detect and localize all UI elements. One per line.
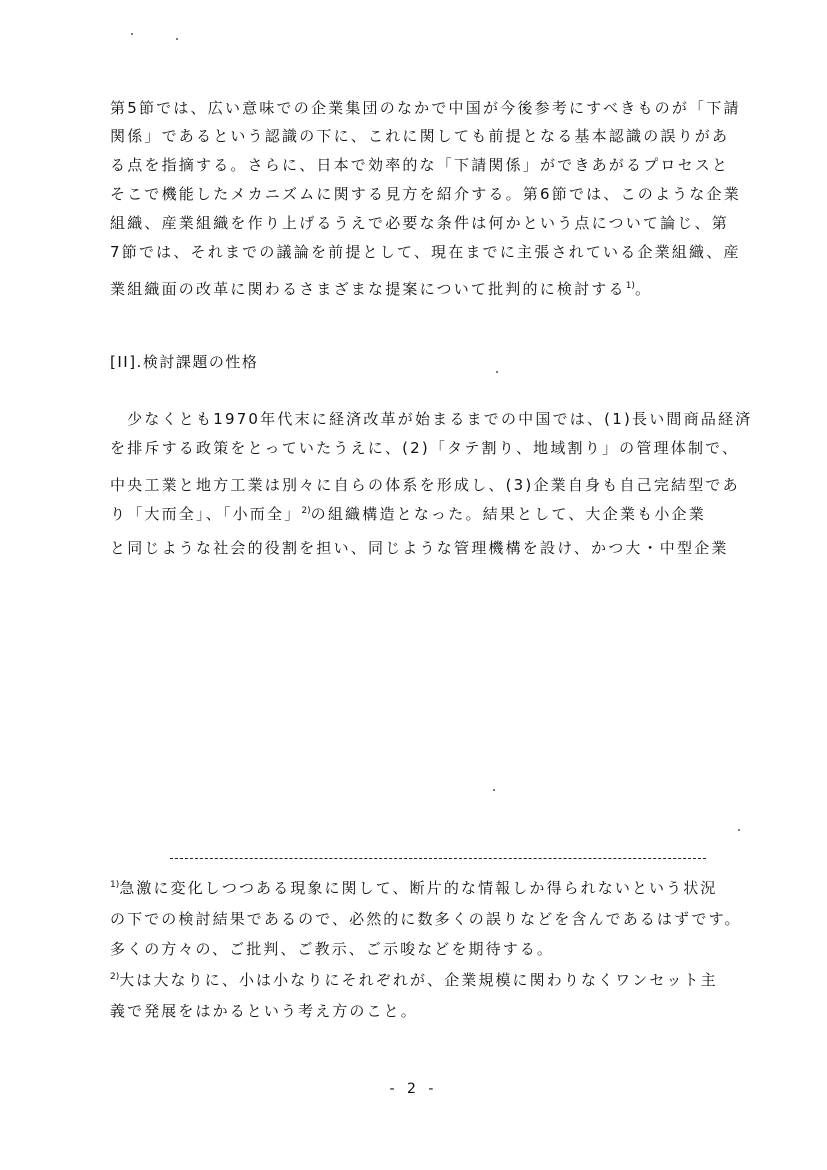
- paragraph-text: 業組織面の改革に関わるさまざまな提案について批判的に検討する: [110, 280, 626, 298]
- paragraph-line: 中央工業と地方工業は別々に自らの体系を形成し、(3)企業自身も自己完結型であ: [110, 476, 740, 494]
- paragraph-text: 。: [634, 280, 653, 298]
- footnote-text: 大は大なりに、小は小なりにそれぞれが、企業規模に関わりなくワンセット主: [119, 971, 718, 989]
- footnote-reference[interactable]: 2): [301, 506, 311, 516]
- paragraph-line: 第5節では、広い意味での企業集団のなかで中国が今後参考にすべきものが「下請: [110, 99, 741, 117]
- footnote-1-line: の下での検討結果であるので、必然的に数多くの誤りなどを含んであるはずです。: [110, 910, 742, 928]
- footnote-1-line: 多くの方々の、ご批判、ご教示、ご示唆などを期待する。: [110, 940, 555, 958]
- paragraph-line: 組織、産業組織を作り上げるうえで必要な条件は何かという点について論じ、第: [110, 214, 729, 232]
- footnote-1-line: [110, 878, 717, 898]
- scan-speck: [493, 789, 495, 791]
- paragraph-text: り「大而全」、「小而全」: [110, 505, 302, 523]
- paragraph-line: と同じような社会的役割を担い、同じような管理機構を設け、かつ大・中型企業: [110, 539, 729, 557]
- paragraph-line: そこで機能したメカニズムに関する見方を紹介する。第6節では、このような企業: [110, 185, 741, 203]
- paragraph-text: の組織構造となった。結果として、大企業も小企業: [310, 505, 706, 523]
- paragraph-line: る点を指摘する。さらに、日本で効率的な「下請関係」ができあがるプロセスと: [110, 156, 730, 174]
- footnote-reference[interactable]: 1): [625, 281, 635, 291]
- paragraph-line: [110, 504, 720, 524]
- scan-speck: [176, 38, 178, 40]
- scan-speck: [131, 33, 133, 35]
- paragraph-line: [110, 279, 720, 299]
- paragraph-line: 7節では、それまでの議論を前提として、現在までに主張されている企業組織、産: [110, 243, 741, 261]
- footnote-separator: [170, 858, 706, 859]
- footnote-2-line: [110, 970, 718, 990]
- scan-speck: [496, 371, 498, 373]
- paragraph-line: 関係」であるという認識の下に、これに関しても前提となる基本認識の誤りがあ: [110, 127, 730, 145]
- footnote-marker: 1): [110, 880, 120, 890]
- paragraph-line: 少なくとも1970年代末に経済改革が始まるまでの中国では、(1)長い間商品経済: [110, 410, 753, 428]
- section-heading: [II].検討課題の性格: [110, 353, 259, 371]
- footnote-2-line: 義で発展をはかるという考え方のこと。: [110, 1002, 418, 1020]
- footnote-text: 急激に変化しつつある現象に関して、断片的な情報しか得られないという状況: [119, 879, 718, 897]
- footnote-marker: 2): [110, 972, 120, 982]
- scan-speck: [738, 829, 740, 831]
- paragraph-line: を排斥する政策をとっていたうえに、(2)「タテ割り、地域割り」の管理体制で、: [110, 439, 740, 457]
- page-number: - 2 -: [389, 1081, 438, 1097]
